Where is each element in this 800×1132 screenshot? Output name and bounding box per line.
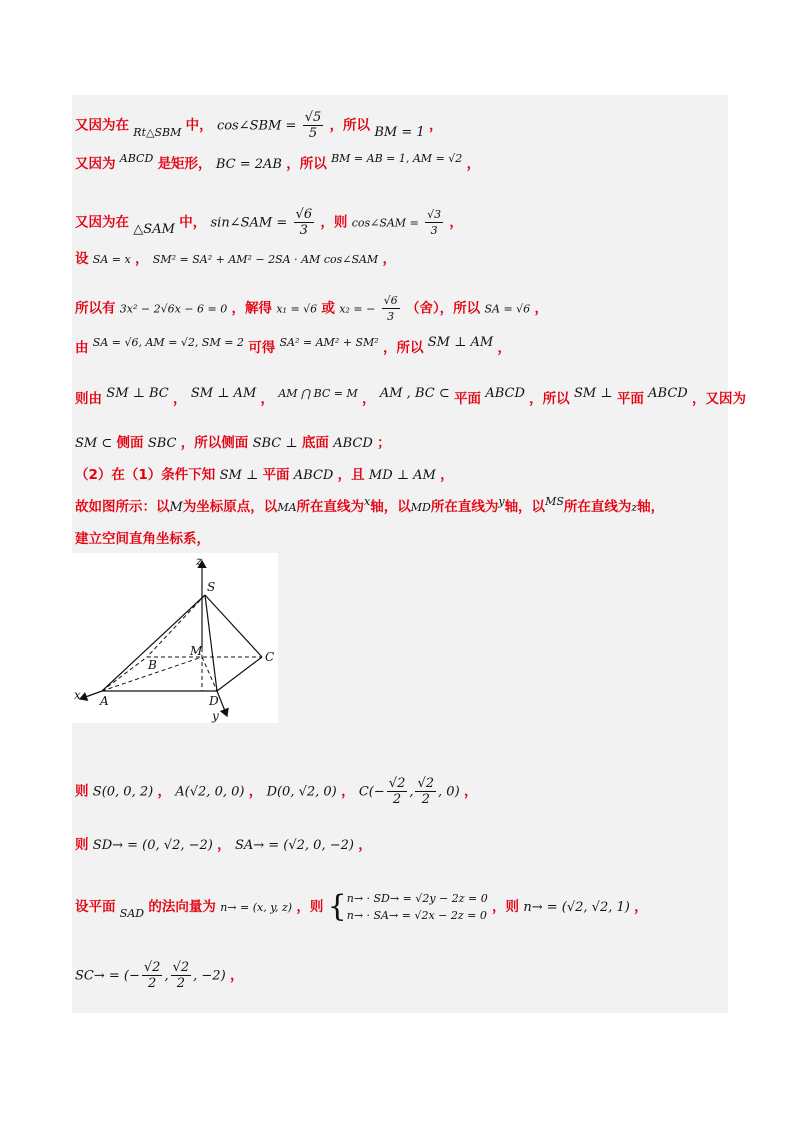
math: MD ⊥ AM (368, 468, 436, 483)
math: SM² = SA² + AM² − 2SA · AM cos∠SAM (152, 253, 379, 266)
text: （2）在（1）条件下知 (75, 467, 216, 483)
text: ， (341, 783, 355, 800)
text: 又因为在 (75, 117, 129, 134)
text: ，所以 (286, 156, 327, 172)
math: SM ⊥ AM (190, 386, 257, 401)
fraction (303, 110, 324, 141)
math: SA = √6, AM = √2, SM = 2 (92, 336, 244, 349)
text: 是矩形， (157, 156, 212, 172)
edge-ab-hidden (102, 657, 147, 691)
fraction (294, 207, 315, 238)
math: SC→ = (− (75, 968, 140, 984)
math: SD→ = (0, √2, −2) (92, 838, 213, 853)
text: ，所以 (329, 117, 371, 134)
math: SM ⊥ BC (106, 386, 169, 401)
denominator: 3 (430, 224, 438, 237)
numerator: √5 (304, 110, 322, 125)
text: ， (497, 340, 511, 356)
math: cos∠SAM = (351, 216, 419, 230)
math: n→ = (x, y, z) (220, 901, 293, 914)
solution-line-7 (75, 386, 746, 409)
text: ， (173, 391, 187, 407)
edge-sc (205, 595, 262, 657)
numerator: √3 (427, 208, 442, 221)
fraction (382, 293, 400, 324)
text: ，所以侧面 (180, 435, 249, 451)
math: SM ⊥ AM (427, 335, 494, 350)
text: ， (229, 967, 244, 984)
math: SA→ = (√2, 0, −2) (234, 838, 354, 853)
math: SA = √6 (484, 302, 531, 316)
numerator: √2 (388, 776, 406, 791)
text: ，又因为 (692, 391, 746, 407)
text: 平面 (616, 391, 644, 407)
denominator: 2 (176, 976, 185, 991)
math: 3x² − 2√6x − 6 = 0 (119, 302, 228, 316)
numerator: √6 (383, 294, 398, 307)
math: z (631, 501, 638, 514)
numerator: √6 (295, 207, 313, 222)
math: ABCD (648, 386, 688, 401)
text: 所以有 (75, 300, 116, 317)
math: BC = 2AB (215, 157, 282, 172)
numerator: √2 (172, 960, 190, 975)
text: ， (466, 156, 481, 172)
math: ABCD (333, 436, 373, 451)
math: AM , BC ⊂ (379, 386, 450, 401)
text: ，所以 (529, 391, 570, 407)
math: x₂ = − (339, 302, 376, 316)
math: D(0, √2, 0) (266, 784, 337, 800)
text: ， (449, 214, 463, 231)
math: , (409, 784, 414, 800)
label-a: A (100, 694, 109, 708)
denominator: 3 (387, 310, 395, 323)
math: SAD (119, 907, 145, 920)
math: SM ⊥ (219, 468, 259, 483)
math: MD (410, 501, 431, 514)
text: 或 (321, 300, 335, 317)
text: 又因为在 (75, 214, 129, 231)
text: 所在直线为 (296, 499, 365, 515)
math: x₁ = √6 (276, 302, 318, 316)
text: 则 (75, 837, 89, 853)
solution-line-15 (75, 960, 243, 991)
label-m: M (190, 644, 203, 658)
math: SM ⊥ (573, 386, 613, 401)
solution-line-12 (75, 776, 477, 807)
math: △SAM (133, 221, 175, 237)
label-s: S (207, 580, 216, 594)
math: MS (545, 495, 564, 508)
math: MA (277, 501, 297, 514)
text: （舍 (405, 300, 433, 317)
text: 所在直线为 (430, 499, 499, 515)
text: 由 (75, 340, 89, 356)
solution-line-5 (75, 293, 548, 324)
math: BM = 1 (374, 124, 425, 140)
math: SA² = AM² + SM² (279, 336, 379, 349)
math: ABCD (293, 468, 334, 483)
solution-line-14 (75, 890, 648, 924)
math: , (164, 968, 169, 984)
left-brace: { (327, 889, 347, 924)
text: ， (157, 783, 171, 800)
solution-line-1 (75, 110, 442, 141)
text: 所在直线为 (563, 499, 632, 515)
label-x: x (74, 688, 81, 702)
math: SBC ⊥ (252, 436, 298, 451)
text: ， (428, 117, 443, 134)
edge-dc (217, 657, 262, 691)
text: ， (248, 783, 263, 800)
text: ， (382, 251, 396, 267)
text: ， (260, 391, 275, 407)
text: 侧面 (116, 435, 144, 451)
text: 轴，以 (370, 499, 411, 515)
text: ，解得 (231, 300, 273, 317)
denominator: 3 (299, 223, 308, 238)
fraction (171, 960, 192, 991)
text: ， (534, 300, 548, 317)
numerator: √2 (417, 776, 435, 791)
text: ，所以 (382, 340, 424, 356)
text: 轴，以 (504, 499, 546, 515)
text: ），所以 (432, 300, 481, 317)
text: ， (358, 837, 372, 853)
text: 故如图所示：以 (75, 499, 170, 515)
pyramid-figure (72, 553, 278, 723)
math: AM ⋂ BC = M (278, 387, 358, 400)
fraction (387, 776, 408, 807)
numerator: √2 (143, 960, 161, 975)
fraction (415, 776, 436, 807)
fraction (425, 207, 443, 238)
equation: n→ · SA→ = √2x − 2z = 0 (346, 909, 487, 922)
solution-line-4 (75, 250, 396, 269)
math: BM = AB = 1, AM = √2 (331, 152, 463, 165)
math: SA = x (92, 253, 131, 266)
text: 可得 (248, 340, 276, 356)
denominator: 2 (392, 792, 402, 807)
label-b: B (148, 658, 157, 672)
denominator: 2 (148, 976, 157, 991)
text: 中， (185, 117, 213, 134)
fraction (142, 960, 163, 991)
denominator: 5 (308, 126, 318, 141)
text: 则 (75, 783, 89, 800)
math: M (169, 500, 183, 515)
math: , 0) (438, 784, 460, 800)
text: 设 (75, 251, 89, 267)
solution-line-9 (75, 466, 454, 485)
text: 又因为 (75, 156, 116, 172)
math: sin∠SAM = (210, 215, 288, 231)
text: ，则 (492, 899, 520, 915)
text: ， (135, 251, 149, 267)
math: C(− (358, 784, 385, 800)
text: 设平面 (75, 899, 116, 915)
equation: n→ · SD→ = √2y − 2z = 0 (346, 892, 488, 905)
text: ，且 (337, 467, 365, 483)
denominator: 2 (421, 792, 430, 807)
solution-line-2 (75, 152, 481, 174)
math: x (364, 495, 371, 508)
text: ，则 (320, 214, 348, 231)
text: ，则 (296, 899, 324, 915)
math: y (498, 495, 505, 508)
solution-line-13 (75, 836, 372, 855)
text: 为坐标原点，以 (182, 499, 278, 515)
text: 平面 (262, 467, 290, 483)
solution-line-11 (75, 530, 210, 548)
text: 则由 (75, 391, 102, 407)
math: SM ⊂ (75, 436, 113, 451)
text: ， (440, 467, 454, 483)
math: SBC (147, 436, 177, 451)
solution-line-3 (75, 207, 463, 238)
text: 轴， (637, 499, 665, 515)
pyramid-diagram (72, 553, 278, 723)
text: ； (377, 435, 391, 451)
text: ， (217, 837, 231, 853)
math: ABCD (485, 386, 525, 401)
text: 建立空间直角坐标系， (75, 531, 210, 547)
x-axis (80, 691, 102, 699)
label-y: y (212, 709, 219, 723)
text: 平面 (454, 391, 482, 407)
math: , −2) (193, 968, 226, 984)
edge-sa (102, 595, 205, 691)
text: 的法向量为 (148, 899, 216, 915)
label-c: C (265, 650, 275, 664)
text: 中， (179, 214, 207, 231)
text: 底面 (301, 435, 329, 451)
label-z: z (196, 554, 203, 568)
math: S(0, 0, 2) (92, 784, 154, 800)
solution-line-8 (75, 434, 391, 453)
label-d: D (209, 694, 219, 708)
math: A(√2, 0, 0) (175, 784, 245, 800)
math: ABCD (119, 152, 154, 165)
equation-system (347, 890, 488, 924)
text: ， (362, 391, 376, 407)
math: cos∠SBM = (216, 118, 297, 134)
math: n→ = (√2, √2, 1) (523, 900, 630, 915)
solution-line-10 (75, 495, 665, 517)
solution-line-6 (75, 335, 511, 358)
text: ， (634, 899, 648, 915)
math: Rt△SBM (133, 125, 182, 139)
text: ， (463, 783, 478, 800)
